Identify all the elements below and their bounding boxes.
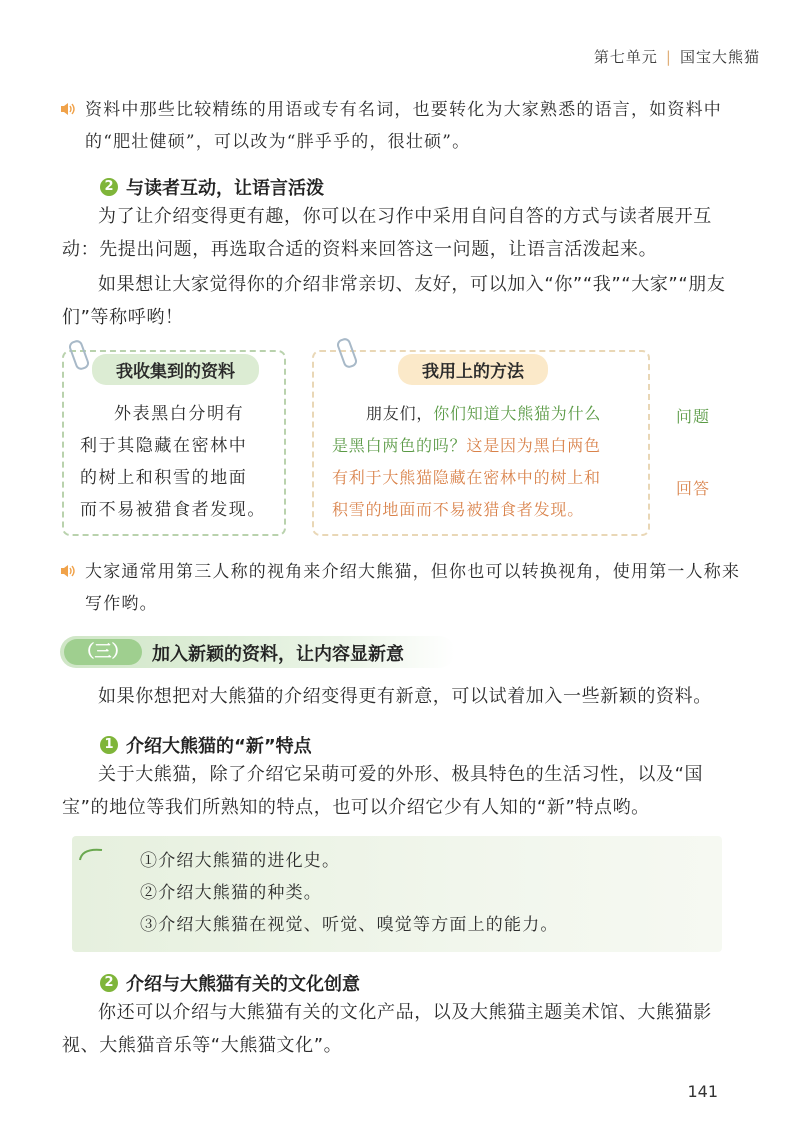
page-number: 141 xyxy=(687,1082,718,1101)
section-intro: 如果你想把对大熊猫的介绍变得更有新意，可以试着加入一些新颖的资料。 xyxy=(98,686,712,707)
card-title: 我用上的方法 xyxy=(398,354,548,385)
question-text: 是黑白两色的吗？ xyxy=(332,436,467,455)
label-question: 问题 xyxy=(676,407,711,426)
subheading-text: 与读者互动，让语言活泼 xyxy=(126,178,324,199)
subheading-culture xyxy=(100,970,360,996)
number-badge: 1 xyxy=(100,736,118,754)
subheading-new-features xyxy=(100,732,312,758)
tip-text: 资料中那些比较精练的用语或专有名词，也要转化为大家熟悉的语言，如资料中的“肥壮健硕”，可以改为“胖乎乎的，很壮硕”。 xyxy=(85,100,722,152)
card-line: 利于其隐藏在密林中 xyxy=(80,436,248,456)
speaker-icon xyxy=(60,564,76,578)
number-badge: 2 xyxy=(100,178,118,196)
number-badge: 2 xyxy=(100,974,118,992)
section-number-tag: （三） xyxy=(64,639,142,665)
card-body xyxy=(332,398,640,526)
paragraph-culture: 你还可以介绍与大熊猫有关的文化产品，以及大熊猫主题美术馆、大熊猫影视、大熊猫音乐等“大熊猫文化”。 xyxy=(62,1002,712,1056)
tip-refine-language xyxy=(60,94,750,158)
answer-text: 有利于大熊猫隐藏在密林中的树上和 xyxy=(332,468,601,487)
subheading-text: 介绍大熊猫的“新”特点 xyxy=(126,736,312,757)
list-item: ③介绍大熊猫在视觉、听觉、嗅觉等方面上的能力。 xyxy=(140,915,559,935)
paragraph-interact: 为了让介绍变得更有趣，你可以在习作中采用自问自答的方式与读者展开互动：先提出问题，再选取合适的资料来回答这一问题，让语言活泼起来。 xyxy=(62,206,712,260)
answer-text: 积雪的地面而不易被猎食者发现。 xyxy=(332,500,585,519)
subheading-text: 介绍与大熊猫有关的文化创意 xyxy=(126,974,360,995)
lesson-label: 国宝大熊猫 xyxy=(679,48,760,66)
list-item: ①介绍大熊猫的进化史。 xyxy=(140,851,341,871)
card-title: 我收集到的资料 xyxy=(92,354,259,385)
paragraph-new-features: 关于大熊猫，除了介绍它呆萌可爱的外形、极具特色的生活习性，以及“国宝”的地位等我们所熟知的特点，也可以介绍它少有人知的“新”特点哟。 xyxy=(62,764,704,818)
subheading-interact xyxy=(100,174,324,200)
card-text-plain: 朋友们， xyxy=(366,404,434,423)
label-answer: 回答 xyxy=(676,479,711,498)
question-text: 你们知道大熊猫为什么 xyxy=(433,404,602,423)
section-title: 加入新颖的资料，让内容显新意 xyxy=(152,644,404,665)
speaker-icon xyxy=(60,102,76,116)
header-separator: | xyxy=(665,48,672,66)
paragraph-address-terms: 如果想让大家觉得你的介绍非常亲切、友好，可以加入“你”“我”“大家”“朋友们”等称呼哟！ xyxy=(62,274,726,328)
answer-text: 这是因为黑白两色 xyxy=(466,436,601,455)
hook-decoration-icon xyxy=(74,846,104,866)
list-item: ②介绍大熊猫的种类。 xyxy=(140,883,322,903)
unit-label: 第七单元 xyxy=(593,48,658,66)
card-body xyxy=(80,398,280,526)
card-line: 而不易被猎食者发现。 xyxy=(80,500,266,520)
card-line: 外表黑白分明有 xyxy=(114,404,245,424)
running-header xyxy=(594,46,760,67)
card-line: 的树上和积雪的地面 xyxy=(80,468,248,488)
tip-text: 大家通常用第三人称的视角来介绍大熊猫，但你也可以转换视角，使用第一人称来写作哟。 xyxy=(85,562,741,614)
tip-perspective xyxy=(60,556,750,620)
